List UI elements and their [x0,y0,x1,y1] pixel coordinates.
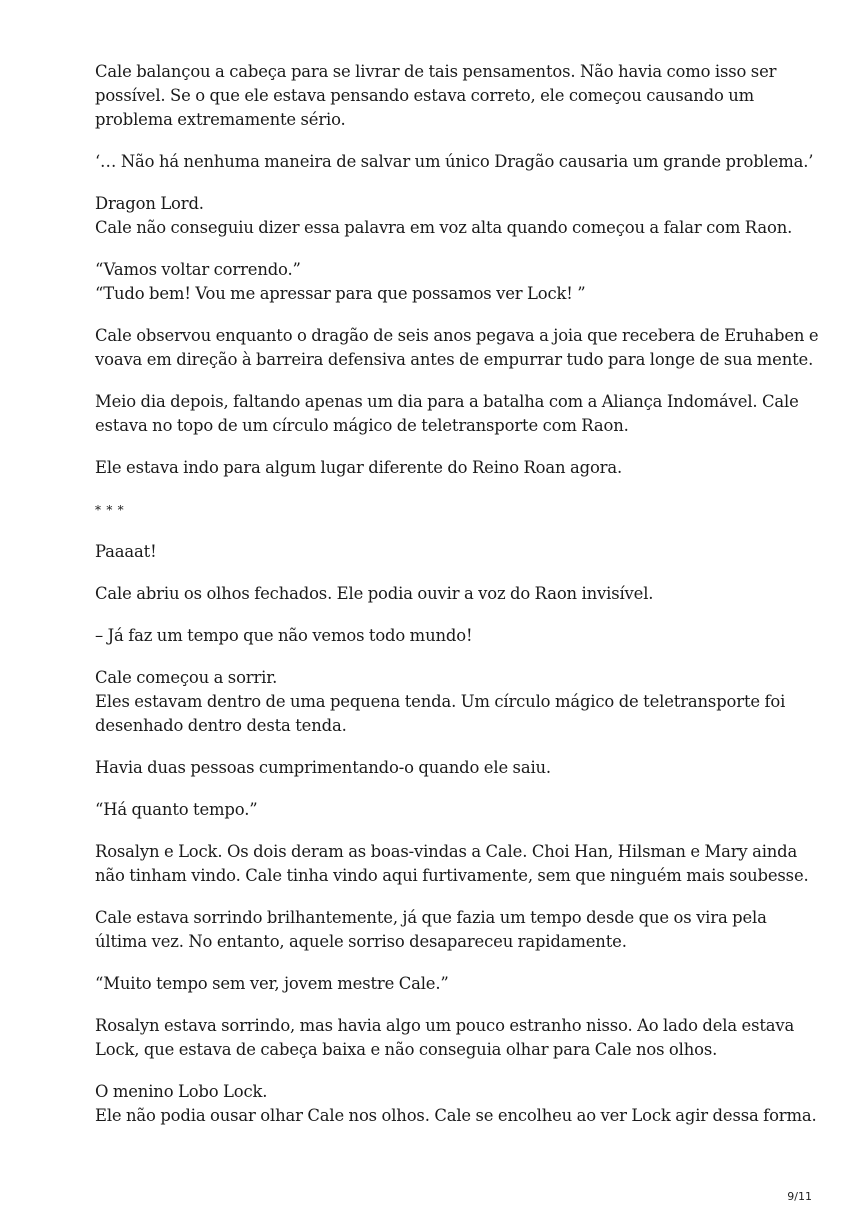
paragraph [95,756,795,780]
paragraph [95,1080,817,1128]
text-line: “Muito tempo sem ver, jovem mestre Cale.” [95,974,449,993]
text-line: Dragon Lord. [95,194,204,213]
text-line: voava em direção à barreira defensiva antes de empurrar tudo para longe de sua mente. [95,350,814,369]
paragraph [95,192,795,240]
text-line: Rosalyn estava sorrindo, mas havia algo um pouco estranho nisso. Ao lado dela estava [95,1016,795,1035]
text-line: Cale não conseguiu dizer essa palavra em voz alta quando começou a falar com Raon. [95,218,793,237]
paragraph [95,582,795,606]
paragraph [95,390,799,438]
text-line: Cale balançou a cabeça para se livrar de tais pensamentos. Não havia como isso ser [95,62,777,81]
paragraph [95,840,809,888]
paragraph [95,1014,795,1062]
paragraph [95,624,795,648]
text-line: Meio dia depois, faltando apenas um dia para a batalha com a Aliança Indomável. Cale [95,392,799,411]
paragraph [95,324,819,372]
paragraph [95,456,795,480]
text-line: “Há quanto tempo.” [95,800,258,819]
paragraph [95,906,795,954]
text-line: Havia duas pessoas cumprimentando-o quando ele saiu. [95,758,551,777]
paragraph [95,540,795,564]
text-line: * * * [95,503,125,517]
text-line: Cale abriu os olhos fechados. Ele podia ouvir a voz do Raon invisível. [95,584,654,603]
text-line: última vez. No entanto, aquele sorriso desapareceu rapidamente. [95,932,627,951]
paragraph [95,798,795,822]
text-line: não tinham vindo. Cale tinha vindo aqui furtivamente, sem que ninguém mais soubesse. [95,866,809,885]
text-line: possível. Se o que ele estava pensando estava correto, ele começou causando um [95,86,755,105]
text-line: Cale estava sorrindo brilhantemente, já que fazia um tempo desde que os vira pela [95,908,767,927]
text-line: Cale observou enquanto o dragão de seis anos pegava a joia que recebera de Eruhaben e [95,326,819,345]
page-number: 9/11 [787,1190,812,1203]
paragraph [95,666,795,738]
text-line: O menino Lobo Lock. [95,1082,268,1101]
text-line: Paaaat! [95,542,157,561]
text-line: Lock, que estava de cabeça baixa e não conseguia olhar para Cale nos olhos. [95,1040,718,1059]
text-line: Eles estavam dentro de uma pequena tenda. Um círculo mágico de teletransporte foi [95,692,786,711]
paragraph [95,972,795,996]
text-line: ‘… Não há nenhuma maneira de salvar um único Dragão causaria um grande problema.’ [95,152,814,171]
text-line: desenhado dentro desta tenda. [95,716,347,735]
text-line: “Tudo bem! Vou me apressar para que possamos ver Lock! ” [95,284,586,303]
paragraph [95,150,814,174]
text-line: estava no topo de um círculo mágico de teletransporte com Raon. [95,416,629,435]
text-line: – Já faz um tempo que não vemos todo mundo! [95,626,473,645]
text-line: Ele estava indo para algum lugar diferente do Reino Roan agora. [95,458,623,477]
text-line: “Vamos voltar correndo.” [95,260,301,279]
text-line: Cale começou a sorrir. [95,668,278,687]
paragraph [95,60,795,132]
paragraph [95,258,795,306]
section-separator [95,498,795,522]
document-body [95,60,819,1146]
text-line: Rosalyn e Lock. Os dois deram as boas-vindas a Cale. Choi Han, Hilsman e Mary ainda [95,842,798,861]
text-line: problema extremamente sério. [95,110,346,129]
text-line: Ele não podia ousar olhar Cale nos olhos. Cale se encolheu ao ver Lock agir dessa forma. [95,1106,817,1125]
